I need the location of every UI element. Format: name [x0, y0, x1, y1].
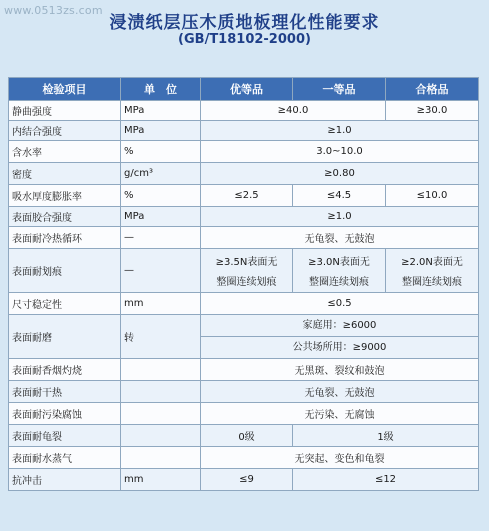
- row-unit: [121, 359, 201, 381]
- table-row: [9, 121, 479, 141]
- row-name: 含水率: [9, 141, 121, 163]
- row-value: ≤12: [293, 469, 479, 491]
- row-name: 表面胶合强度: [9, 207, 121, 227]
- row-unit: [121, 381, 201, 403]
- row-value: 无污染、无腐蚀: [201, 403, 479, 425]
- row-value: 无龟裂、无鼓泡: [201, 227, 479, 249]
- table-row: [9, 359, 479, 381]
- row-value: 无龟裂、无鼓泡: [201, 381, 479, 403]
- table-row: [9, 447, 479, 469]
- abrasion-public: 公共场所用：≥9000: [292, 342, 387, 353]
- table-row: [9, 381, 479, 403]
- table-row: [9, 469, 479, 491]
- row-name: 密度: [9, 163, 121, 185]
- row-name: 内结合强度: [9, 121, 121, 141]
- row-value: ≤4.5: [293, 185, 386, 207]
- row-unit: [121, 425, 201, 447]
- row-unit: [121, 403, 201, 425]
- header-qualified: 合格品: [386, 78, 479, 101]
- document-subtitle: (GB/T18102-2000): [178, 32, 311, 47]
- row-unit: 转: [121, 315, 201, 359]
- table-row: [9, 249, 479, 293]
- table-header-row: [9, 78, 479, 101]
- header-unit: 单 位: [121, 78, 201, 101]
- row-unit: MPa: [121, 101, 201, 121]
- table-row: [9, 207, 479, 227]
- scratch-first-line1: ≥3.0N表面无: [308, 257, 370, 268]
- scratch-first-line2: 整圈连续划痕: [309, 277, 369, 288]
- row-name: 表面耐磨: [9, 315, 121, 359]
- row-name: 表面耐冷热循环: [9, 227, 121, 249]
- row-unit: —: [121, 249, 201, 293]
- row-value: [201, 249, 293, 293]
- row-name: 表面耐干热: [9, 381, 121, 403]
- row-value: [201, 315, 479, 359]
- row-unit: %: [121, 185, 201, 207]
- table-row: [9, 315, 479, 359]
- document-title: 浸渍纸层压木质地板理化性能要求: [109, 13, 380, 33]
- table-row: [9, 293, 479, 315]
- row-unit: MPa: [121, 207, 201, 227]
- spec-table: [8, 77, 479, 491]
- scratch-premium-line1: ≥3.5N表面无: [215, 257, 278, 268]
- scratch-qualified-line2: 整圈连续划痕: [402, 277, 462, 288]
- row-value: ≥30.0: [386, 101, 479, 121]
- header-premium: 优等品: [201, 78, 293, 101]
- row-unit: [121, 447, 201, 469]
- row-name: 表面耐龟裂: [9, 425, 121, 447]
- table-row: [9, 425, 479, 447]
- table-row: [9, 185, 479, 207]
- row-name: 尺寸稳定性: [9, 293, 121, 315]
- row-unit: —: [121, 227, 201, 249]
- watermark-text: www.0513zs.com: [4, 4, 103, 17]
- row-name: 吸水厚度膨胀率: [9, 185, 121, 207]
- row-value: ≥1.0: [201, 207, 479, 227]
- table-row: [9, 227, 479, 249]
- row-name: 表面耐水蒸气: [9, 447, 121, 469]
- table-row: [9, 141, 479, 163]
- row-value: [293, 249, 386, 293]
- row-value: ≥0.80: [201, 163, 479, 185]
- table-row: [9, 403, 479, 425]
- scratch-premium-line2: 整圈连续划痕: [216, 277, 277, 288]
- header-first-grade: 一等品: [293, 78, 386, 101]
- row-name: 表面耐香烟灼烧: [9, 359, 121, 381]
- row-name: 表面耐污染腐蚀: [9, 403, 121, 425]
- row-name: 抗冲击: [9, 469, 121, 491]
- row-value: 无突起、变色和龟裂: [201, 447, 479, 469]
- table-row: [9, 101, 479, 121]
- row-value: 1级: [293, 425, 479, 447]
- row-value: ≤2.5: [201, 185, 293, 207]
- header-item: 检验项目: [9, 78, 121, 101]
- table-row: [9, 163, 479, 185]
- row-value: 0级: [201, 425, 293, 447]
- row-name: 静曲强度: [9, 101, 121, 121]
- row-unit: mm: [121, 293, 201, 315]
- row-value: [386, 249, 479, 293]
- row-value: 无黑斑、裂纹和鼓泡: [201, 359, 479, 381]
- row-value: ≥40.0: [201, 101, 386, 121]
- row-value: ≤0.5: [201, 293, 479, 315]
- row-value: ≤9: [201, 469, 293, 491]
- row-name: 表面耐划痕: [9, 249, 121, 293]
- scratch-qualified-line1: ≥2.0N表面无: [401, 257, 463, 268]
- row-unit: g/cm³: [121, 163, 201, 185]
- row-unit: MPa: [121, 121, 201, 141]
- abrasion-home: 家庭用：≥6000: [201, 315, 478, 337]
- row-unit: mm: [121, 469, 201, 491]
- row-value: 3.0~10.0: [201, 141, 479, 163]
- row-value: ≥1.0: [201, 121, 479, 141]
- row-value: ≤10.0: [386, 185, 479, 207]
- row-unit: %: [121, 141, 201, 163]
